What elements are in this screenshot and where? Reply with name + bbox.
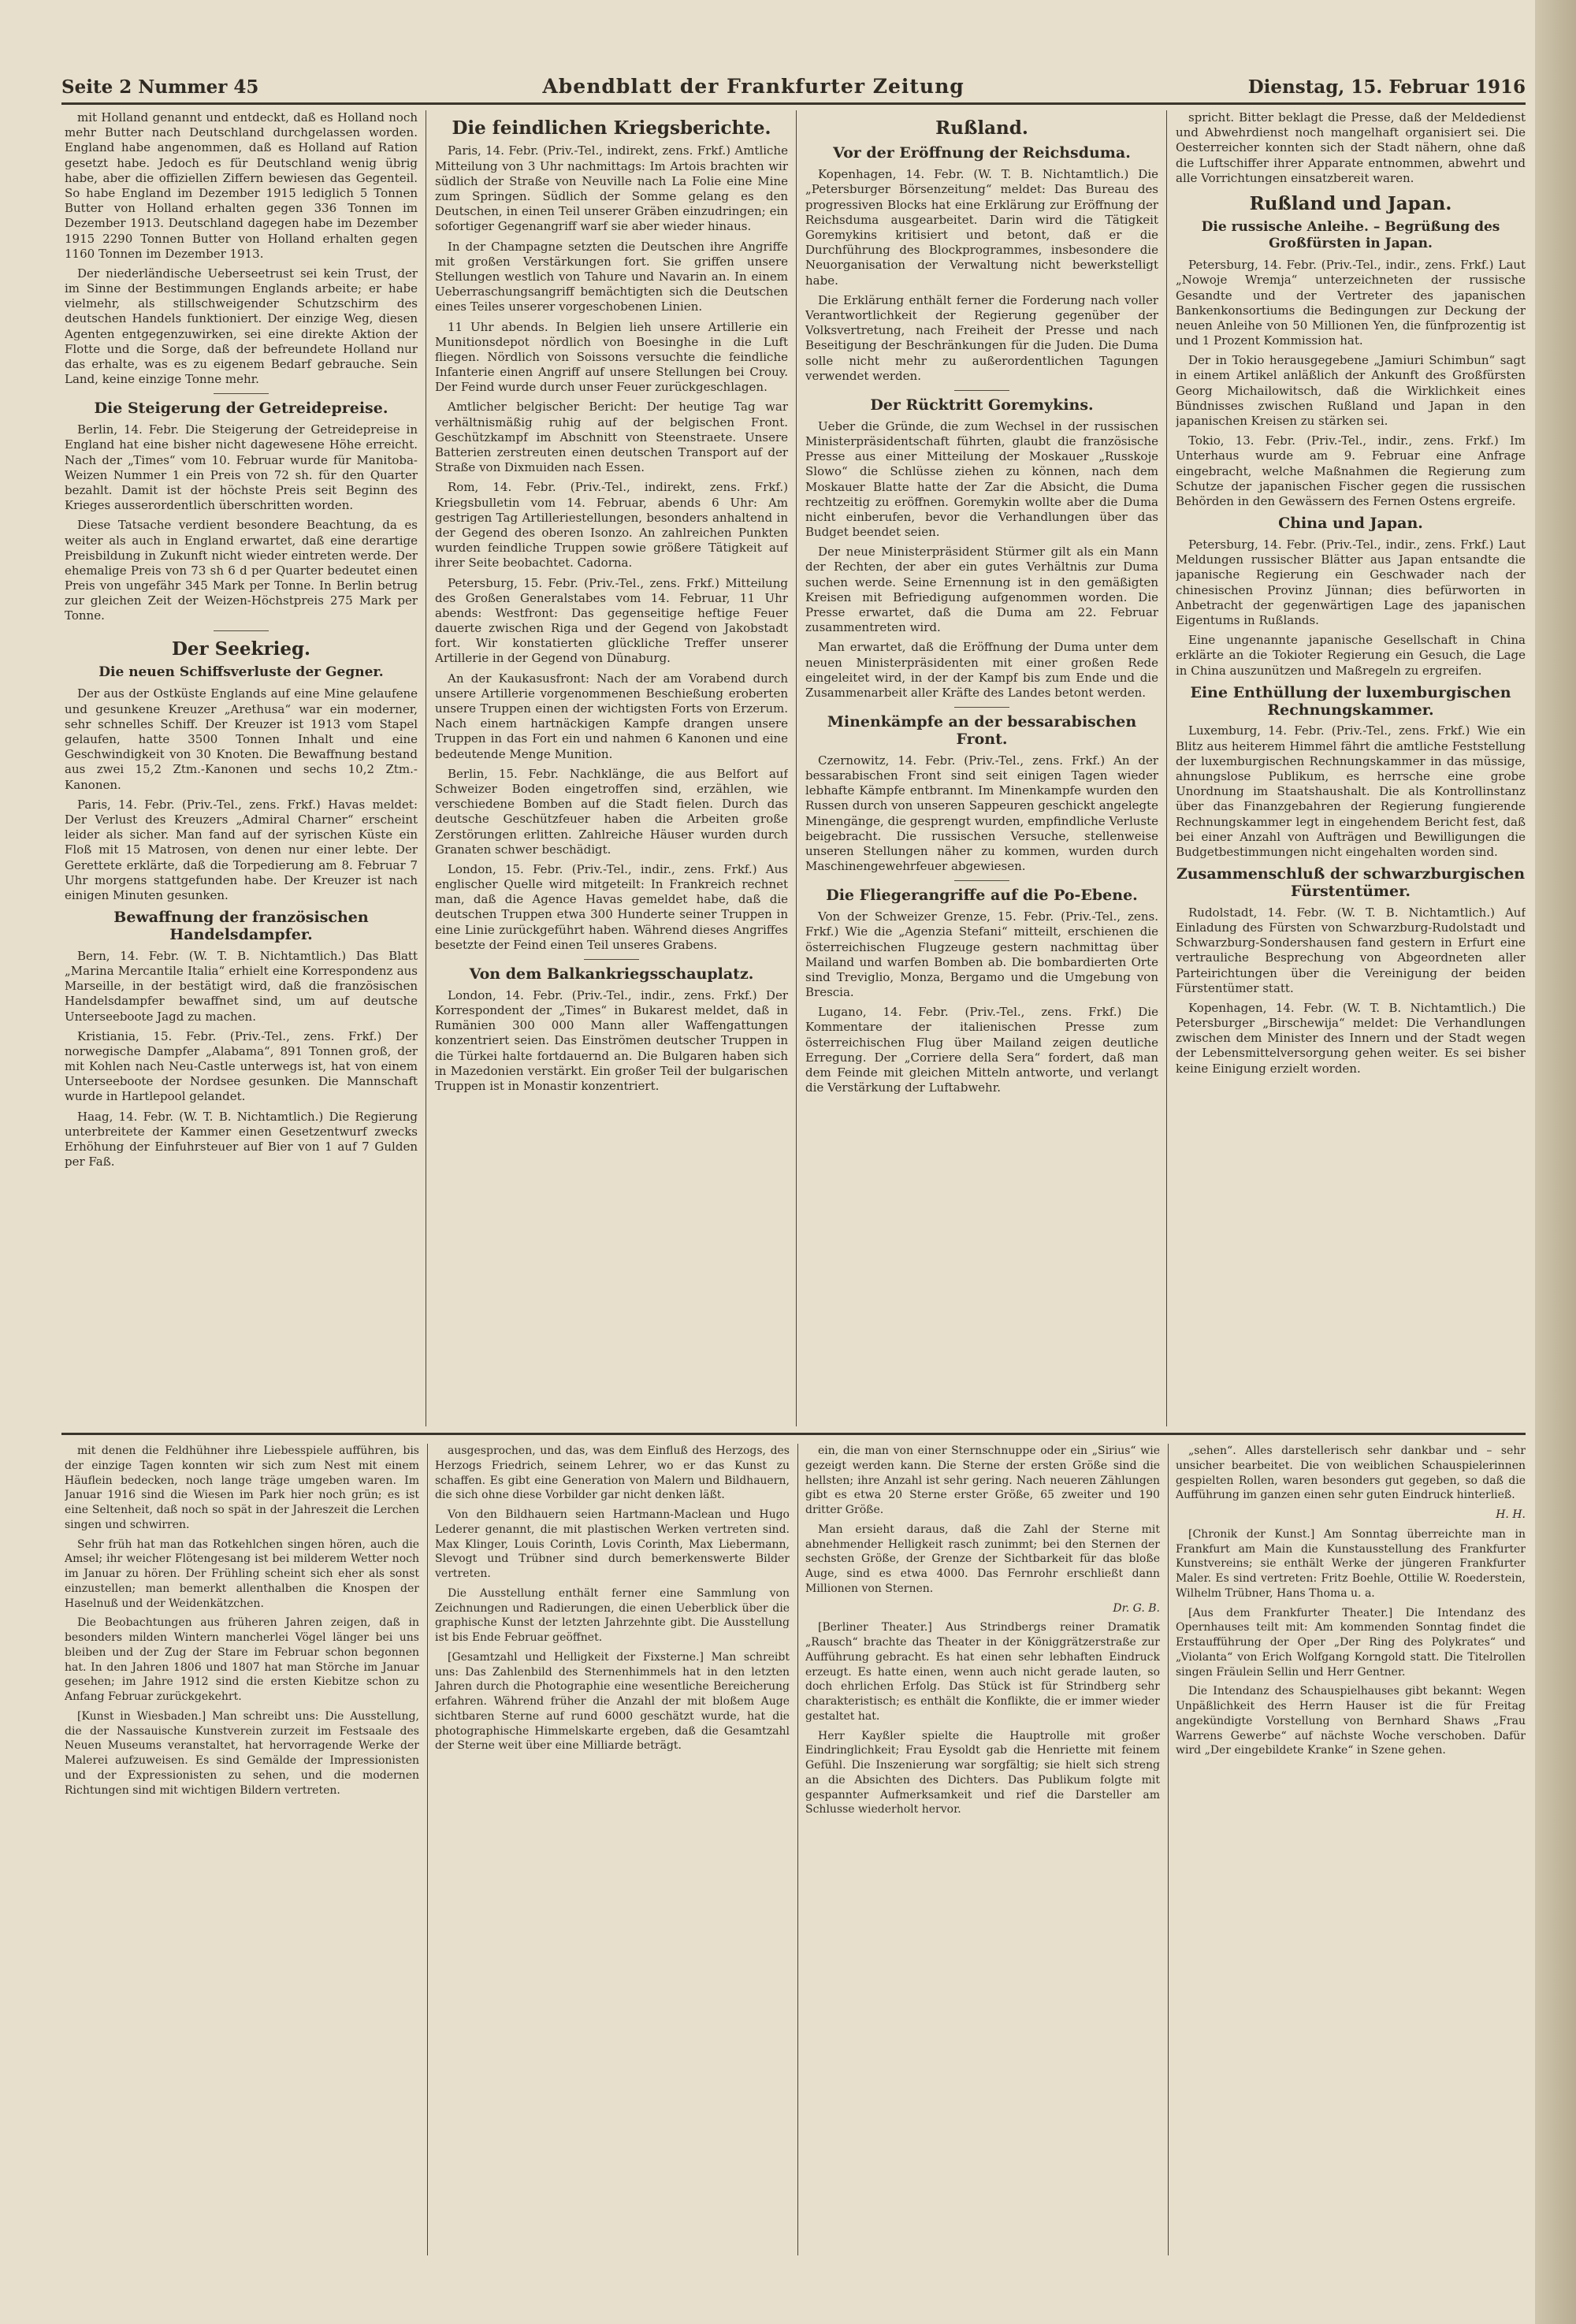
article-heading: Zusammenschluß der schwarzburgischen Fürstentümer. xyxy=(1176,865,1526,900)
section-heading: Die feindlichen Kriegsberichte. xyxy=(452,117,771,139)
paragraph: Der in Tokio herausgegebene „Jamiuri Schimbun“ sagt in einem Artikel anläßlich der Ankunft des Großfürsten Georg Michailowitsch, daß die Wirklichkeit eines Bündnisses zwischen Rußland und Japan in den japanischen Kreisen zu stärken sei. xyxy=(1176,353,1526,429)
article-heading: Von dem Balkankriegsschauplatz. xyxy=(469,965,754,983)
divider xyxy=(954,880,1009,881)
paragraph: Tokio, 13. Febr. (Priv.-Tel., indir., zens. Frkf.) Im Unterhaus wurde am 9. Februar eine Anfrage eingebracht, welche Maßnahmen die Regierung zum Schutze der japanischen Fischer gegen die russischen Behörden in den Gewässern des Fernen Ostens ergreife. xyxy=(1176,433,1526,508)
paragraph: An der Kaukasusfront: Nach der am Vorabend durch unsere Artillerie vorgenommenen Beschießung eroberten unsere Truppen einen der wichtigsten Forts von Erzerum. Nach einem hartnäckigen Kampfe drangen unsere Truppen in das Fort ein und nahmen 6 Kanonen und eine bedeutende Menge Munition. xyxy=(435,671,788,761)
feuilleton-column-1 xyxy=(65,1444,419,2255)
author-signature: Dr. G. B. xyxy=(1113,1601,1160,1615)
column-2 xyxy=(435,110,788,1426)
paragraph: Herr Kayßler spielte die Hauptrolle mit großer Eindringlichkeit; Frau Eysoldt gab die Henriette mit feinem Gefühl. Die Inszenierung war sorgfältig; sie hielt sich streng an die Absichten des Dichters. Das Publikum folgte mit gespannter Aufmerksamkeit und rief die Darsteller am Schlusse wiederholt hervor. xyxy=(805,1729,1160,1816)
feuilleton-column-4 xyxy=(1176,1444,1526,2255)
column-1 xyxy=(65,110,418,1426)
author-signature: H. H. xyxy=(1496,1508,1526,1521)
header-date: Dienstag, 15. Februar 1916 xyxy=(1247,76,1526,98)
paragraph: Die Beobachtungen aus früheren Jahren zeigen, daß in besonders milden Wintern mancherlei Vögel länger bei uns bleiben und der Zug der Stare im Februar schon begonnen hat. In den Jahren 1806 und 1807 hat man Störche im Januar gesehen; im Jahre 1912 sind die ersten Kiebitze schon zu Anfang Februar zurückgekehrt. xyxy=(65,1616,419,1703)
paragraph: Petersburg, 14. Febr. (Priv.-Tel., indir., zens. Frkf.) Laut Meldungen russischer Blätter aus Japan entsandte die japanische Regierung ein Geschwader nach der chinesischen Provinz Jünnan; dies befürworten in Anbetracht der gegenwärtigen Lage des japanischen Eigentums in Rußlands. xyxy=(1176,537,1526,627)
paragraph: spricht. Bitter beklagt die Presse, daß der Meldedienst und Abwehrdienst noch mangelhaft organisiert sei. Die Oesterreicher konnten sich der Stadt nähern, ohne daß die Luftschiffer ihrer Apparate entnommen, abwehrt und alle Vorrichtungen einsatzbereit waren. xyxy=(1176,110,1526,185)
paragraph: Der niederländische Ueberseetrust sei kein Trust, der im Sinne der Bestimmungen Englands arbeite; er habe vielmehr, als stillschweigender Schutzschirm des deutschen Handels funktioniert. Der einzige Weg, diesen Agenten entgegenzuwirken, sei eine direkte Aktion der Flotte und die Sorge, daß der befreundete Holland nur das erhalte, was es zu eigenem Bedarf gebrauche. Sein Land, keine einzige Tonne mehr. xyxy=(65,266,418,387)
paragraph: Die Ausstellung enthält ferner eine Sammlung von Zeichnungen und Radierungen, die einen Ueberblick über die graphische Kunst der letzten Jahrzehnte gibt. Die Ausstellung ist bis Ende Februar geöffnet. xyxy=(435,1586,790,1644)
paragraph: London, 14. Febr. (Priv.-Tel., indir., zens. Frkf.) Der Korrespondent der „Times“ in Bukarest meldet, daß in Rumänien 300 000 Mann aller Waffengattungen konzentriert seien. Das Einströmen deutscher Truppen in die Türkei halte fortdauernd an. Die Bulgaren haben sich in Mazedonien verstärkt. Ein großer Teil der bulgarischen Truppen ist in Monastir konzentriert. xyxy=(435,987,788,1093)
paragraph: Der aus der Ostküste Englands auf eine Mine gelaufene und gesunkene Kreuzer „Arethusa“ war ein moderner, sehr schnelles Schiff. Der Kreuzer ist 1913 vom Stapel gelaufen, hatte 3500 Tonnen Inhalt und eine Geschwindigkeit von 30 Knoten. Die Bewaffnung bestand aus zwei 15,2 Ztm.-Kanonen und sechs 10,2 Ztm.-Kanonen. xyxy=(65,686,418,792)
paragraph: mit Holland genannt und entdeckt, daß es Holland noch mehr Butter nach Deutschland durchgelassen worden. England habe angenommen, daß es Holland auf Ration gesetzt habe. Jedoch es für Deutschland wenig übrig habe, aber die offiziellen Ziffern bewiesen das Gegenteil. So habe England im Dezember 1915 lediglich 5 Tonnen Butter von Holland erhalten gegen 336 Tonnen im Dezember 1913. Deutschland dagegen habe im Dezember 1915 2290 Tonnen Butter von Holland erhalten gegen 1160 Tonnen im Dezember 1913. xyxy=(65,110,418,261)
paragraph: Czernowitz, 14. Febr. (Priv.-Tel., zens. Frkf.) An der bessarabischen Front sind seit einigen Tagen wieder lebhafte Kämpfe entbrannt. Im Minenkampfe wurden den Russen durch von unseren Sappeuren geschickt angelegte Minengänge, die gesprengt wurden, empfindliche Verluste beigebracht. Die russischen Versuche, stellenweise unseren Stellungen näher zu kommen, wurden durch Maschinengewehrfeuer abgewiesen. xyxy=(805,753,1158,874)
paragraph: In der Champagne setzten die Deutschen ihre Angriffe mit großen Verstärkungen fort. Sie griffen unsere Stellungen westlich von Tahure und Navarin an. In einem Ueberraschungsangriff bemächtigten sich die Deutschen eines Teiles unserer vorgeschobenen Linien. xyxy=(435,239,788,314)
paragraph: Ueber die Gründe, die zum Wechsel in der russischen Ministerpräsidentschaft führten, glaubt die französische Presse aus einer Mitteilung der Moskauer „Russkoje Slowo“ die Schlüsse ziehen zu können, nach dem Moskauer Blatte hatte der Zar die Absicht, die Duma rechtzeitig zu eröffnen. Goremykin wollte aber die Duma nicht einberufen, bevor die Verhandlungen über das Budget beendet seien. xyxy=(805,418,1158,540)
paragraph: [Chronik der Kunst.] Am Sonntag überreichte man in Frankfurt am Main die Kunstausstellung des Frankfurter Kunstvereins; sie enthält Werke der jüngeren Frankfurter Maler. Es sind vertreten: Fritz Boehle, Ottilie W. Roederstein, Wilhelm Trübner, Hans Thoma u. a. xyxy=(1176,1527,1526,1600)
paragraph: Paris, 14. Febr. (Priv.-Tel., indirekt, zens. Frkf.) Amtliche Mitteilung von 3 Uhr nachmittags: Im Artois brachten wir südlich der Straße von Neuville nach La Folie eine Mine zum Springen. Südlich der Somme gelang es den Deutschen, in einen Teil unserer Gräben einzudringen; ein sofortiger Gegenangriff warf sie aber wieder hinaus. xyxy=(435,143,788,234)
paragraph: Berlin, 15. Febr. Nachklänge, die aus Belfort auf Schweizer Boden eingetroffen sind, erzählen, wie verschiedene Bomben auf die Stadt fielen. Durch das deutsche Geschützfeuer haben die Arbeiten große Zerstörungen erlitten. Zahlreiche Häuser wurden durch Granaten schwer beschädigt. xyxy=(435,766,788,857)
paragraph: Bern, 14. Febr. (W. T. B. Nichtamtlich.) Das Blatt „Marina Mercantile Italia“ erhielt eine Korrespondenz aus Marseille, in der bestätigt wird, daß die französischen Handelsdampfer bewaffnet sind, um auf deutsche Unterseeboote Jagd zu machen. xyxy=(65,948,418,1024)
column-4 xyxy=(1176,110,1526,1426)
paragraph: Kopenhagen, 14. Febr. (W. T. B. Nichtamtlich.) Die „Petersburger Börsenzeitung“ meldet: Das Bureau des progressiven Blocks hat eine Erklärung zur Eröffnung der Reichsduma ausgearbeitet. Darin wird die Tätigkeit Goremykins kritisiert und betont, daß er die Durchführung des Blockprogrammes, insbesondere die Neuorganisation der Verwaltung nicht bewerkstelligt habe. xyxy=(805,167,1158,288)
article-heading: Minenkämpfe an der bessarabischen Front. xyxy=(827,713,1137,748)
header-page-number: Seite 2 Nummer 45 xyxy=(61,76,259,98)
article-heading: Die Steigerung der Getreidepreise. xyxy=(94,400,388,418)
binding-edge xyxy=(1535,0,1576,2324)
section-heading: Rußland und Japan. xyxy=(1249,192,1452,214)
paragraph: Eine ungenannte japanische Gesellschaft in China erklärte an die Tokioter Regierung ein Gesuch, die Lage in China auszunützen und Maßregeln zu ergreifen. xyxy=(1176,633,1526,678)
article-heading: Eine Enthüllung der luxemburgischen Rechnungskammer. xyxy=(1190,683,1511,719)
section-heading: Rußland. xyxy=(935,117,1028,139)
paragraph: London, 15. Febr. (Priv.-Tel., indir., zens. Frkf.) Aus englischer Quelle wird mitgeteilt: In Frankreich rechnet man, daß die Agence Havas gemeldet habe, daß die deutschen Truppen etwa 300 Hunderte seiner Truppen in eine Linie zurückgeführt haben. Während dieses Angriffes besetzte der Feind einen Teil unseres Grabens. xyxy=(435,861,788,952)
paragraph: Luxemburg, 14. Febr. (Priv.-Tel., zens. Frkf.) Wie ein Blitz aus heiterem Himmel fährt die amtliche Feststellung der luxemburgischen Rechnungskammer in das müssige, ahnungslose Publikum, es herrsche eine grobe Unordnung im Staatshaushalt. Die als Kontrollinstanz über das Finanzgebahren der Regierung fungierende Rechnungskammer legt in eingehendem Bericht fest, daß bei einer Anzahl von Aufträgen und Bewilligungen die Budgetbestimmungen nicht eingehalten worden sind. xyxy=(1176,723,1526,859)
paragraph: ausgesprochen, und das, was dem Einfluß des Herzogs, des Herzogs Friedrich, seinem Lehrer, wo er das Kunst zu schaffen. Es gibt eine Generation von Malern und Bildhauern, die sich ohne diese Vorbilder gar nicht denken läßt. xyxy=(435,1445,790,1502)
paragraph: [Aus dem Frankfurter Theater.] Die Intendanz des Opernhauses teilt mit: Am kommenden Sonntag findet die Erstaufführung der Oper „Der Ring des Polykrates“ und „Violanta“ von Erich Wolfgang Korngold statt. Die Titelrollen singen Fräulein Sellin und Herr Gentner. xyxy=(1176,1606,1526,1679)
paragraph: Petersburg, 15. Febr. (Priv.-Tel., zens. Frkf.) Mitteilung des Großen Generalstabes vom 14. Februar, 11 Uhr abends: Westfront: Das gegenseitige heftige Feuer dauerte zwischen Riga und der Gegend von Jakobstadt fort. Wir konstatierten glückliche Treffer unserer Artillerie in der Gegend von Dünaburg. xyxy=(435,575,788,666)
paragraph: Die Intendanz des Schauspielhauses gibt bekannt: Wegen Unpäßlichkeit des Herrn Hauser ist die für Freitag angekündigte Vorstellung von Bernhard Shaws „Frau Warrens Gewerbe“ auf nächste Woche verschoben. Dafür wird „Der eingebildete Kranke“ in Szene gehen. xyxy=(1176,1685,1526,1757)
paragraph: ein, die man von einer Sternschnuppe oder ein „Sirius“ wie gezeigt werden kann. Die Sterne der ersten Größe sind die hellsten; ihre Anzahl ist sehr gering. Nach neueren Zählungen gibt es etwa 20 Sterne erster Größe, 65 zweiter und 190 dritter Größe. xyxy=(805,1445,1160,1516)
page-header xyxy=(61,68,1526,105)
paragraph: Diese Tatsache verdient besondere Beachtung, da es weiter als auch in England erwartet, daß eine derartige Preisbildung in Zukunft nicht wieder eintreten werde. Der ehemalige Preis von 73 sh 6 d per Quarter bedeutet einen Preis von ungefähr 345 Mark per Tonne. In Berlin betrug zur gleichen Zeit der Weizen-Höchstpreis 275 Mark per Tonne. xyxy=(65,518,418,623)
paragraph: Von der Schweizer Grenze, 15. Febr. (Priv.-Tel., zens. Frkf.) Wie die „Agenzia Stefani“ mitteilt, erschienen die österreichischen Flugzeuge gestern nachmittag über Mailand und warfen Bomben ab. Die bombardierten Orte sind Treviglio, Monza, Bergamo und die Umgebung von Brescia. xyxy=(805,909,1158,1000)
column-3 xyxy=(805,110,1158,1426)
article-heading: Vor der Eröffnung der Reichsduma. xyxy=(833,144,1131,162)
header-masthead: Abendblatt der Frankfurter Zeitung xyxy=(542,75,965,98)
feuilleton-column-2 xyxy=(435,1444,790,2255)
column-divider xyxy=(1166,110,1167,1426)
paragraph: Die Erklärung enthält ferner die Forderung nach voller Verantwortlichkeit der Regierung gegenüber der Volksvertretung, nach Freiheit der Presse und nach Beseitigung der Beschränkungen für die Juden. Die Duma solle nicht mehr zu außerordentlichen Tagungen verwendet werden. xyxy=(805,292,1158,383)
divider xyxy=(214,630,269,631)
feuilleton-column-3 xyxy=(805,1444,1160,2255)
paragraph: Berlin, 14. Febr. Die Steigerung der Getreidepreise in England hat eine bisher nicht dagewesene Höhe erreicht. Nach der „Times“ vom 10. Februar wurde für Manitoba-Weizen Nummer 1 ein Preis von 72 sh. für den Quarter bezahlt. Damit ist der höchste Preis seit Beginn des Krieges ausserordentlich überschritten worden. xyxy=(65,422,418,513)
paragraph: mit denen die Feldhühner ihre Liebesspiele aufführen, bis der einzige Tagen konnten wir sich zum Nest mit einem Häuflein bedecken, noch lange träge umgeben waren. Im Januar 1916 sind die Wiesen im Park hier noch grün; es ist eine Seltenheit, daß noch so spät in der Jahreszeit die Lerchen singen und schwirren. xyxy=(65,1445,419,1531)
paragraph: [Gesamtzahl und Helligkeit der Fixsterne.] Man schreibt uns: Das Zahlenbild des Sternenhimmels hat in den letzten Jahren durch die Photographie eine wesentliche Bereicherung erfahren. Während früher die Anzahl der mit bloßem Auge sichtbaren Sterne auf rund 6000 geschätzt wurde, hat die photographische Himmelskarte ergeben, daß die Gesamtzahl der Sterne weit über eine Milliarde beträgt. xyxy=(435,1650,790,1753)
article-subheading: Die neuen Schiffsverluste der Gegner. xyxy=(98,664,384,681)
article-heading: Der Rücktritt Goremykins. xyxy=(870,396,1094,414)
article-heading: China und Japan. xyxy=(1278,515,1423,533)
divider xyxy=(584,959,639,960)
paragraph: [Kunst in Wiesbaden.] Man schreibt uns: Die Ausstellung, die der Nassauische Kunstverein zurzeit im Festsaale des Neuen Museums veranstaltet, hat hervorragende Werke der Malerei aufzuweisen. Es sind Gemälde der Impressionisten und der Expressionisten zu sehen, und die modernen Richtungen sind mit wichtigen Bildern vertreten. xyxy=(65,1709,419,1797)
divider xyxy=(954,390,1009,391)
paragraph: Haag, 14. Febr. (W. T. B. Nichtamtlich.) Die Regierung unterbreitete der Kammer einen Gesetzentwurf zwecks Erhöhung der Einfuhrsteuer auf Bier von 1 auf 7 Gulden per Faß. xyxy=(65,1109,418,1169)
column-divider xyxy=(427,1444,428,2255)
column-divider xyxy=(796,110,797,1426)
article-heading: Die Fliegerangriffe auf die Po-Ebene. xyxy=(826,887,1138,905)
paragraph: Man ersieht daraus, daß die Zahl der Sterne mit abnehmender Helligkeit rasch zunimmt; bei den Sternen der sechsten Größe, der Grenze der Sichtbarkeit für das bloße Auge, sind es etwa 4000. Das Fernrohr erschließt dann Millionen von Sternen. xyxy=(805,1523,1160,1595)
feuilleton-separator xyxy=(61,1433,1526,1435)
paragraph: Kristiania, 15. Febr. (Priv.-Tel., zens. Frkf.) Der norwegische Dampfer „Alabama“, 891 Tonnen groß, der mit Kohlen nach Neu-Castle unterwegs ist, hat von einem Unterseeboote der Nordsee gesunken. Die Mannschaft wurde in Hartlepool gelandet. xyxy=(65,1028,418,1104)
divider xyxy=(214,393,269,394)
paragraph: Kopenhagen, 14. Febr. (W. T. B. Nichtamtlich.) Die Petersburger „Birschewija“ meldet: Die Verhandlungen zwischen dem Minister des Innern und der Stadt wegen der Lebensmittelversorgung gehen weiter. Es sei bisher keine Einigung erzielt worden. xyxy=(1176,1000,1526,1076)
article-subheading: Die russische Anleihe. – Begrüßung des Großfürsten in Japan. xyxy=(1201,219,1500,251)
paragraph: 11 Uhr abends. In Belgien lieh unsere Artillerie ein Munitionsdepot nördlich von Boesinghe in die Luft fliegen. Nördlich von Soissons versuchte die feindliche Infanterie einen Angriff auf unsere Stellungen bei Crouy. Der Feind wurde durch unser Feuer zurückgeschlagen. xyxy=(435,319,788,395)
paragraph: Von den Bildhauern seien Hartmann-Maclean und Hugo Lederer genannt, die mit plastischen Werken vertreten sind. Max Klinger, Louis Corinth, Lovis Corinth, Max Liebermann, Slevogt und Trübner sind durch bemerkenswerte Bilder vertreten. xyxy=(435,1508,790,1580)
column-divider xyxy=(797,1444,798,2255)
paragraph: „sehen“. Alles darstellerisch sehr dankbar und – sehr unsicher bearbeitet. Die von weiblichen Schauspielerinnen gespielten Rollen, waren besonders gut gegeben, so daß die Aufführung im ganzen einen sehr guten Eindruck hinterließ. xyxy=(1176,1445,1526,1502)
paragraph: Lugano, 14. Febr. (Priv.-Tel., zens. Frkf.) Die Kommentare der italienischen Presse zum österreichischen Flug über Mailand zeigen deutliche Erregung. Der „Corriere della Sera“ fordert, daß man dem Feinde mit gleichen Mitteln antworte, und verlangt die Verstärkung der Luftabwehr. xyxy=(805,1005,1158,1095)
paragraph: Petersburg, 14. Febr. (Priv.-Tel., indir., zens. Frkf.) Laut „Nowoje Wremja“ unterzeichneten der russische Gesandte und der Vertreter des japanischen Bankenkonsortiums die Bedingungen zur Deckung der neuen Anleihe von 50 Millionen Yen, die fünfprozentig ist und 1 Prozent Kommission hat. xyxy=(1176,258,1526,348)
paragraph: Rudolstadt, 14. Febr. (W. T. B. Nichtamtlich.) Auf Einladung des Fürsten von Schwarzburg-Rudolstadt und Schwarzburg-Sondershausen fand gestern in Erfurt eine vertrauliche Besprechung von Abgeordneten aller Parteirichtungen über die Vereinigung der beiden Fürstentümer statt. xyxy=(1176,905,1526,995)
paragraph: [Berliner Theater.] Aus Strindbergs reiner Dramatik „Rausch“ brachte das Theater in der Königgrätzerstraße zur Aufführung gebracht. Es hat einen sehr lebhaften Eindruck erzeugt. Es hatte einen, wenn auch nicht gerade lauten, so doch ehrlichen Erfolg. Das Stück ist für Strindberg sehr charakteristisch; es enthält die Konflikte, die er immer wieder gestaltet hat. xyxy=(805,1621,1160,1723)
section-heading: Der Seekrieg. xyxy=(171,638,311,660)
paragraph: Rom, 14. Febr. (Priv.-Tel., indirekt, zens. Frkf.) Kriegsbulletin vom 14. Februar, abends 6 Uhr: Am gestrigen Tag Artilleriestellungen, besonders anhaltend in der Gegend des oberen Isonzo. An zahlreichen Punkten wurden feindliche Truppen sowie größere Tätigkeit auf ihrer Seite beobachtet. Cadorna. xyxy=(435,480,788,571)
paragraph: Sehr früh hat man das Rotkehlchen singen hören, auch die Amsel; ihr weicher Flötengesang ist bei milderem Wetter noch im Januar zu hören. Der Frühling scheint sich eher als sonst einzustellen; man bemerkt allenthalben die Knospen der Haselnuß und der Weidenkätzchen. xyxy=(65,1538,419,1610)
article-heading: Bewaffnung der französischen Handelsdampfer. xyxy=(113,909,369,943)
column-divider xyxy=(1168,1444,1169,2255)
divider xyxy=(954,707,1009,708)
paragraph: Paris, 14. Febr. (Priv.-Tel., zens. Frkf.) Havas meldet: Der Verlust des Kreuzers „Admiral Charner“ erscheint leider als sicher. Man fand auf der syrischen Küste ein Floß mit 15 Matrosen, von denen nur einer lebte. Der Gerettete erklärte, daß die Torpedierung am 8. Februar 7 Uhr morgens stattgefunden habe. Der Kreuzer ist nach einigen Minuten gesunken. xyxy=(65,797,418,902)
paragraph: Amtlicher belgischer Bericht: Der heutige Tag war verhältnismäßig ruhig auf der belgischen Front. Geschützkampf im Abschnitt von Steenstraete. Unsere Batterien zerstreuten einen deutschen Transport auf der Straße von Dixmuiden nach Essen. xyxy=(435,400,788,475)
paragraph: Der neue Ministerpräsident Stürmer gilt als ein Mann der Rechten, der aber ein gutes Verhältnis zur Duma suchen werde. Seine Ernennung ist in den gemäßigten Kreisen mit Befriedigung aufgenommen worden. Die Presse erwartet, daß die Duma am 22. Februar zusammentreten wird. xyxy=(805,545,1158,635)
paragraph: Man erwartet, daß die Eröffnung der Duma unter dem neuen Ministerpräsidenten mit einer großen Rede eingeleitet wird, in der der Kampf bis zum Ende und die Zusammenarbeit aller Kräfte des Landes betont werden. xyxy=(805,640,1158,700)
